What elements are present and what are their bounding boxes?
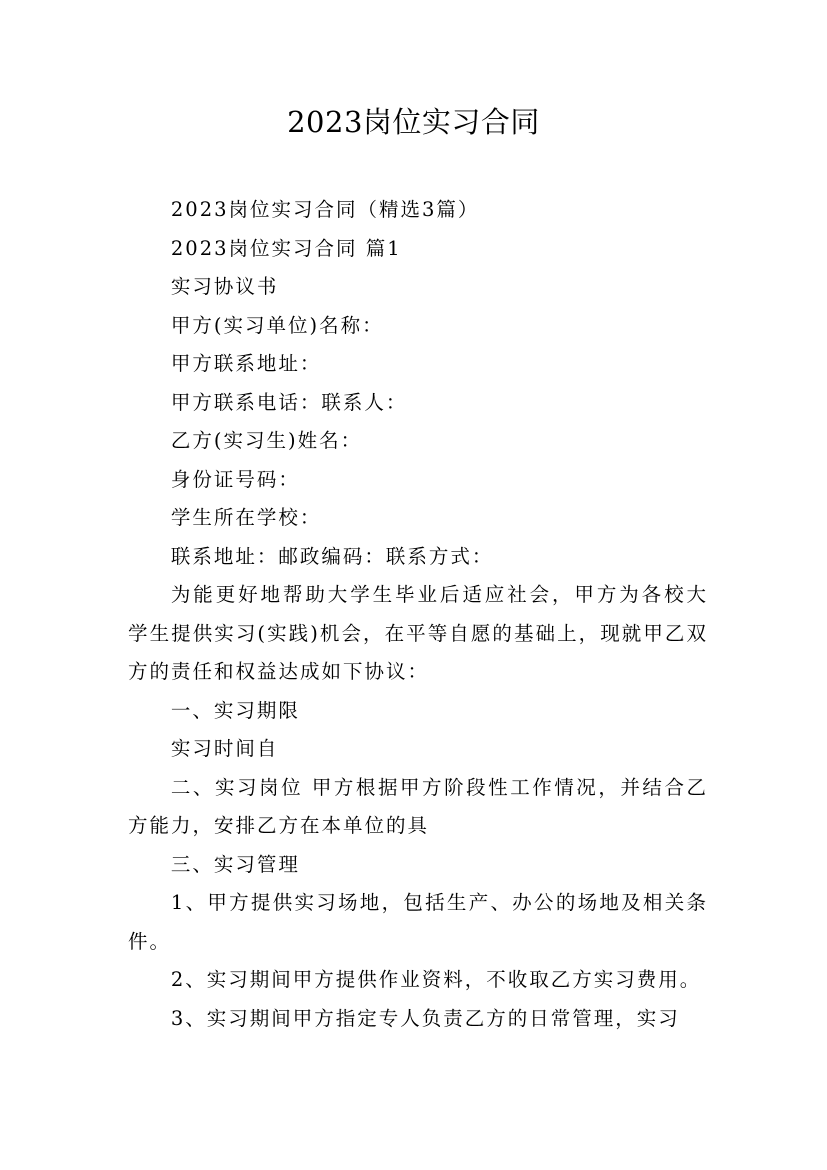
heading-internship-management: 三、实习管理: [170, 852, 300, 876]
heading-internship-period: 一、实习期限: [170, 698, 300, 722]
clause-1: 1、甲方提供实习场地，包括生产、办公的场地及相关条件。: [128, 891, 708, 953]
paragraph-preamble: 为能更好地帮助大学生毕业后适应社会，甲方为各校大学生提供实习(实践)机会，在平等自愿的基础上，现就甲乙双方的责任和权益达成如下协议：: [128, 583, 708, 683]
paragraph-internship-position: 二、实习岗位 甲方根据甲方阶段性工作情况，并结合乙方能力，安排乙方在本单位的具: [128, 775, 708, 837]
paragraph-agreement-title: 实习协议书: [170, 275, 279, 298]
field-id-number: 身份证号码：: [170, 467, 300, 491]
document-title: 2023岗位实习合同: [287, 105, 540, 139]
field-party-a-address: 甲方联系地址：: [170, 352, 322, 375]
paragraph-section-heading: 2023岗位实习合同 篇1: [170, 236, 402, 260]
field-party-a-name: 甲方(实习单位)名称：: [170, 313, 384, 337]
field-contact-info: 联系地址：邮政编码：联系方式：: [170, 544, 494, 568]
paragraph-internship-time: 实习时间自: [170, 737, 279, 760]
clause-2: 2、实习期间甲方提供作业资料，不收取乙方实习费用。: [170, 968, 702, 991]
document-body: [128, 191, 708, 1038]
paragraph-subtitle: 2023岗位实习合同（精选3篇）: [170, 198, 480, 221]
clause-3: 3、实习期间甲方指定专人负责乙方的日常管理，实习: [170, 1006, 680, 1030]
field-school: 学生所在学校：: [170, 506, 322, 529]
field-party-a-phone: 甲方联系电话：联系人：: [170, 390, 408, 414]
field-party-b-name: 乙方(实习生)姓名：: [170, 429, 363, 452]
